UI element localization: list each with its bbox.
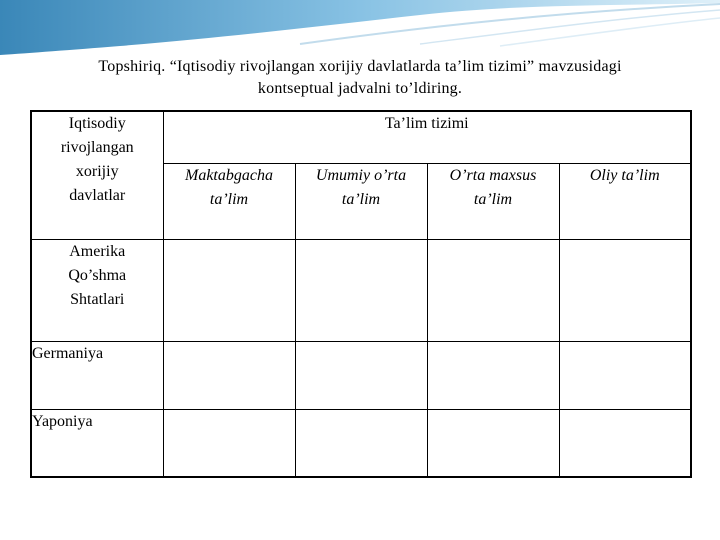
row-label-japan (31, 409, 163, 477)
answer-cell-usa-preschool[interactable] (163, 239, 295, 341)
answer-cell-usa-vocational[interactable] (427, 239, 559, 341)
row-label-usa (31, 239, 163, 341)
countries-header-line: xorijiy (75, 163, 119, 180)
answer-cell-japan-higher[interactable] (559, 409, 691, 477)
conceptual-table (30, 110, 692, 478)
task-title-line-1: Topshiriq. “Iqtisodiy rivojlangan xorijiy davlatlarda ta’lim tizimi” mavzusidagi (98, 58, 622, 75)
column-header-line: Umumiy o’rta (315, 166, 407, 184)
answer-cell-germany-higher[interactable] (559, 341, 691, 409)
countries-header-cell (31, 111, 163, 239)
education-system-header: Ta’lim tizimi (163, 111, 691, 163)
answer-cell-japan-vocational[interactable] (427, 409, 559, 477)
row-label-line: Germaniya (32, 344, 104, 362)
countries-header-line: davlatlar (69, 187, 126, 204)
answer-cell-usa-higher[interactable] (559, 239, 691, 341)
row-label-line: Shtatlari (70, 290, 125, 308)
answer-cell-germany-general-secondary[interactable] (295, 341, 427, 409)
row-label-line: Qo’shma (68, 266, 127, 284)
answer-cell-germany-preschool[interactable] (163, 341, 295, 409)
column-header-line: ta’lim (209, 190, 249, 208)
column-header-line: O’rta maxsus (449, 166, 537, 184)
countries-header-line: Iqtisodiy (68, 115, 126, 132)
column-header-line: Maktabgacha (185, 166, 273, 184)
row-label-germany (31, 341, 163, 409)
answer-cell-usa-general-secondary[interactable] (295, 239, 427, 341)
answer-cell-germany-vocational[interactable] (427, 341, 559, 409)
column-header-higher (559, 163, 691, 239)
column-header-line: Oliy ta’lim (589, 166, 660, 184)
row-label-line: Yaponiya (32, 412, 93, 430)
task-title (10, 56, 710, 100)
column-header-line: ta’lim (341, 190, 381, 208)
column-header-vocational (427, 163, 559, 239)
task-title-line-2: kontseptual jadvalni to’ldiring. (257, 80, 463, 97)
column-header-line: ta’lim (473, 190, 513, 208)
column-header-general-secondary (295, 163, 427, 239)
answer-cell-japan-general-secondary[interactable] (295, 409, 427, 477)
column-header-preschool (163, 163, 295, 239)
answer-cell-japan-preschool[interactable] (163, 409, 295, 477)
countries-header-line: rivojlangan (60, 139, 134, 156)
row-label-line: Amerika (69, 242, 126, 260)
